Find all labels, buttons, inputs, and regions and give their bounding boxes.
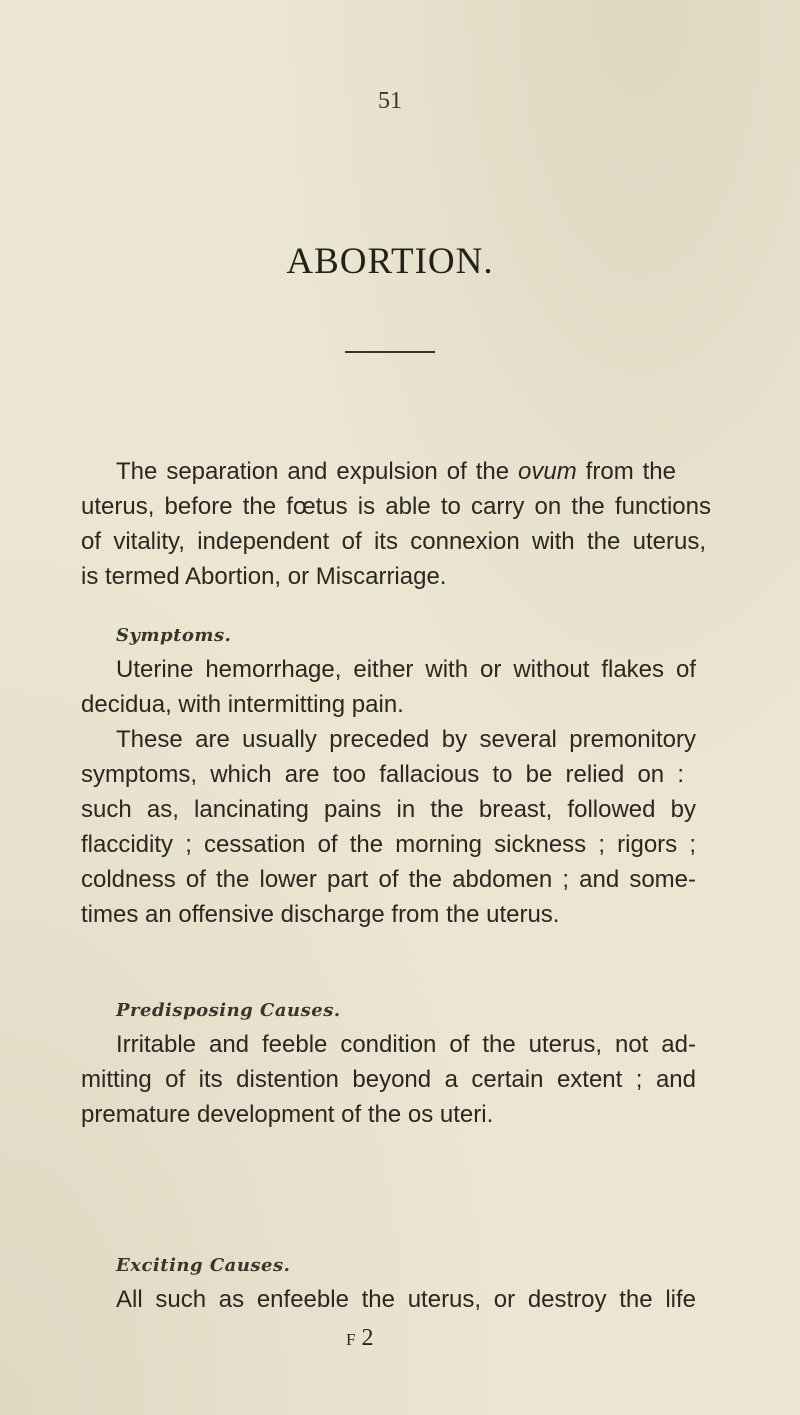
symptoms-line: times an offensive discharge from the uterus.	[81, 901, 560, 928]
intro-line-4: is termed Abortion, or Miscarriage.	[81, 563, 447, 590]
intro-line-2: uterus, before the fœtus is able to carry on the functions	[81, 493, 711, 520]
predisposing-line: mitting of its distention beyond a certain extent ; and	[81, 1066, 696, 1093]
symptoms-line: decidua, with intermitting pain.	[81, 691, 404, 718]
predisposing-line: Irritable and feeble condition of the uterus, not ad-	[116, 1031, 696, 1058]
ovum-term: ovum	[518, 458, 577, 485]
symptoms-line: such as, lancinating pains in the breast, followed by	[81, 796, 696, 823]
page-number: 51	[378, 88, 402, 114]
symptoms-line: Uterine hemorrhage, either with or without flakes of	[116, 656, 696, 683]
signature-mark	[346, 1325, 373, 1352]
exciting-heading: Exciting Causes.	[116, 1255, 291, 1276]
symptoms-line: coldness of the lower part of the abdomen ; and some-	[81, 866, 696, 893]
intro-line-1	[116, 458, 676, 486]
chapter-title: ABORTION.	[286, 241, 494, 282]
predisposing-heading: Predisposing Causes.	[116, 1000, 341, 1021]
signature-number: 2	[361, 1325, 374, 1351]
exciting-line: All such as enfeeble the uterus, or destroy the life	[116, 1286, 696, 1313]
symptoms-line: flaccidity ; cessation of the morning sickness ; rigors ;	[81, 831, 696, 858]
symptoms-heading: Symptoms.	[116, 625, 232, 646]
signature-letter: F	[346, 1330, 356, 1349]
symptoms-line: These are usually preceded by several premonitory	[116, 726, 696, 753]
intro-line-3: of vitality, independent of its connexion with the uterus,	[81, 528, 706, 555]
intro-text: from the	[576, 458, 677, 485]
intro-text: The separation and expulsion of the	[116, 458, 519, 485]
predisposing-line: premature development of the os uteri.	[81, 1101, 494, 1128]
title-divider-rule	[345, 351, 435, 353]
symptoms-line: symptoms, which are too fallacious to be relied on :	[81, 761, 684, 788]
